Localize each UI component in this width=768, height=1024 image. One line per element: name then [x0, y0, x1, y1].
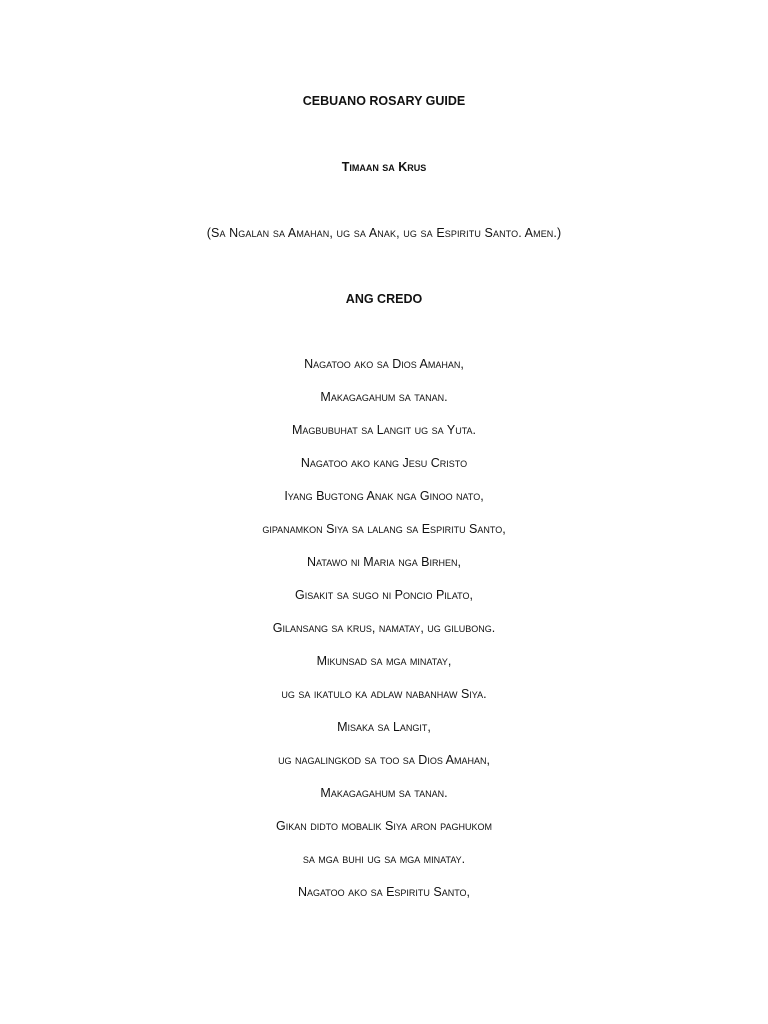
credo-line: Gilansang sa krus, namatay, ug gilubong. [272, 621, 496, 635]
credo-line: Nagatoo ako sa Dios Amahan, [304, 357, 464, 371]
credo-line: Nagatoo ako sa Espiritu Santo, [297, 885, 471, 899]
credo-line: Nagatoo ako kang Jesu Cristo [300, 456, 468, 470]
credo-line: ug sa ikatulo ka adlaw nabanhaw Siya. [281, 687, 487, 701]
credo-line: Makagagahum sa tanan. [320, 786, 448, 800]
credo-text [0, 356, 768, 917]
sign-of-cross-heading: Timaan sa Krus [341, 160, 427, 174]
credo-line: Gikan didto mobalik Siya aron paghukom [276, 819, 492, 833]
credo-line: Makagagahum sa tanan. [320, 390, 448, 404]
credo-line: gipanamkon Siya sa lalang sa Espiritu Santo, [262, 522, 506, 536]
credo-line: Natawo ni Maria nga Birhen, [307, 555, 461, 569]
credo-line: Gisakit sa sugo ni Poncio Pilato, [295, 588, 473, 602]
credo-line: sa mga buhi ug sa mga minatay. [302, 852, 466, 866]
credo-line: ug nagalingkod sa too sa Dios Amahan, [278, 753, 490, 767]
document-title: CEBUANO ROSARY GUIDE [302, 94, 466, 108]
credo-line: Mikunsad sa mga minatay, [316, 654, 452, 668]
credo-line: Misaka sa Langit, [337, 720, 431, 734]
sign-of-cross-text: (Sa Ngalan sa Amahan, ug sa Anak, ug sa Espiritu Santo. Amen.) [206, 226, 562, 240]
credo-line: Iyang Bugtong Anak nga Ginoo nato, [284, 489, 484, 503]
credo-line: Magbubuhat sa Langit ug sa Yuta. [292, 423, 476, 437]
credo-heading: ANG CREDO [345, 292, 423, 306]
